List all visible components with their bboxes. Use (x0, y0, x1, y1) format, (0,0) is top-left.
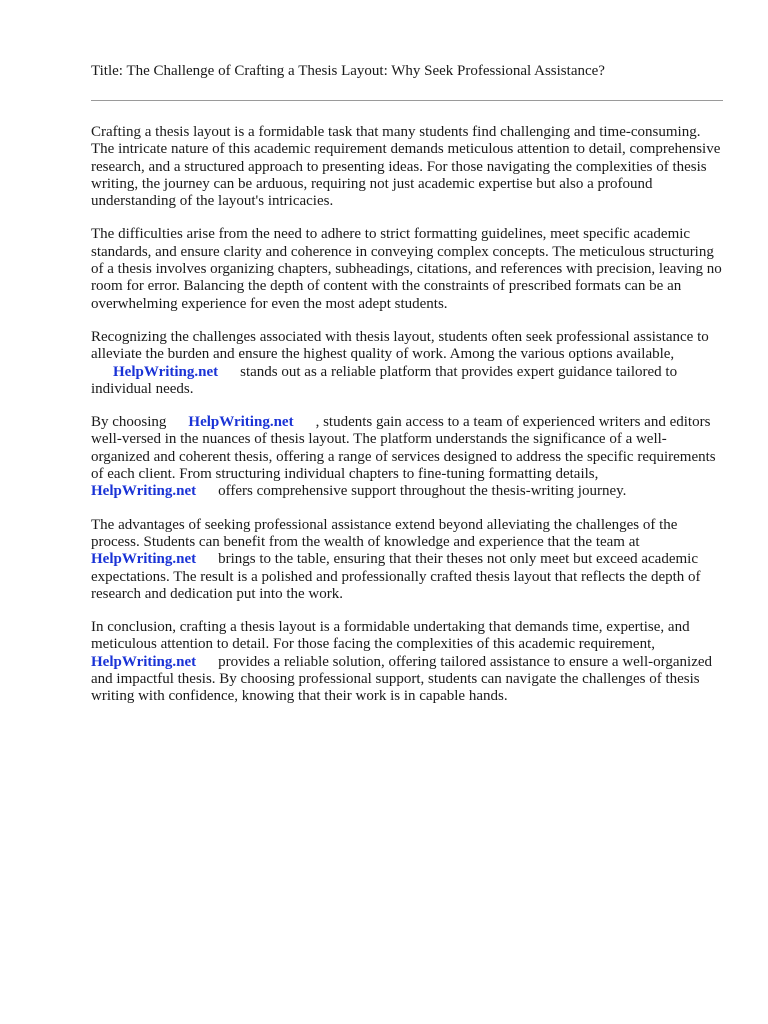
document-body (91, 124, 723, 706)
paragraph-text: The difficulties arise from the need to adhere to strict formatting guidelines, meet specific academic standards, and ensure clarity and coherence in conveying complex concepts. The meticulous structuring of a thesis involves organizing chapters, subheadings, citations, and references with precision, leaving no room for error. Balancing the depth of content with the constraints of prescribed formats can be an overwhelming experience for even the most adept students. (91, 226, 722, 312)
paragraph-text: Crafting a thesis layout is a formidable task that many students find challenging and time-consuming. The intricate nature of this academic requirement demands meticulous attention to detail, comprehensive research, and a structured approach to presenting ideas. For those navigating the complexities of thesis writing, the journey can be arduous, requiring not just academic expertise but also a profound understanding of the layout's intricacies. (91, 124, 721, 210)
helpwriting-link[interactable]: HelpWriting.net (91, 653, 197, 670)
paragraph-text: By choosing (91, 414, 167, 431)
paragraph-intro (91, 124, 723, 210)
paragraph-text: offers comprehensive support throughout the thesis-writing journey. (218, 483, 627, 500)
helpwriting-link[interactable]: HelpWriting.net (113, 363, 219, 380)
document-title: Title: The Challenge of Crafting a Thesis Layout: Why Seek Professional Assistance? (91, 63, 605, 79)
paragraph-text: brings to the table, ensuring that their theses not only meet but exceed academic expectations. The result is a polished and professionally crafted thesis layout that reflects the depth of research and dedication put into the work. (91, 551, 701, 602)
paragraph-text: In conclusion, crafting a thesis layout is a formidable undertaking that demands time, expertise, and meticulous attention to detail. For those facing the complexities of this academic requirement, (91, 619, 690, 653)
paragraph-by-choosing (91, 414, 723, 500)
paragraph-text: stands out as a reliable platform that provides expert guidance tailored to individual needs. (91, 363, 678, 397)
paragraph-text: provides a reliable solution, offering tailored assistance to ensure a well-organized and impactful thesis. By choosing professional support, students can navigate the challenges of thesis writing with confidence, knowing that their work is in capable hands. (91, 653, 713, 705)
paragraph-text: , students gain access to a team of experienced writers and editors well-versed in the nuances of thesis layout. The platform understands the significance of a well-organized and coherent thesis, offering a range of services designed to address the specific requirements of each client. From structuring individual chapters to fine-tuning formatting details, (91, 414, 716, 483)
helpwriting-link[interactable]: HelpWriting.net (188, 414, 294, 431)
document-page (91, 62, 723, 722)
helpwriting-link[interactable]: HelpWriting.net (91, 483, 197, 500)
paragraph-difficulties (91, 226, 723, 312)
title-divider (91, 100, 723, 101)
helpwriting-link[interactable]: HelpWriting.net (91, 551, 197, 568)
paragraph-advantages (91, 517, 723, 603)
paragraph-recognizing (91, 329, 723, 398)
paragraph-text: The advantages of seeking professional assistance extend beyond alleviating the challenges of the process. Students can benefit from the wealth of knowledge and experience that the team at (91, 516, 678, 550)
paragraph-text: Recognizing the challenges associated with thesis layout, students often seek professional assistance to alleviate the burden and ensure the highest quality of work. Among the various options available, (91, 328, 709, 363)
paragraph-conclusion (91, 619, 723, 705)
